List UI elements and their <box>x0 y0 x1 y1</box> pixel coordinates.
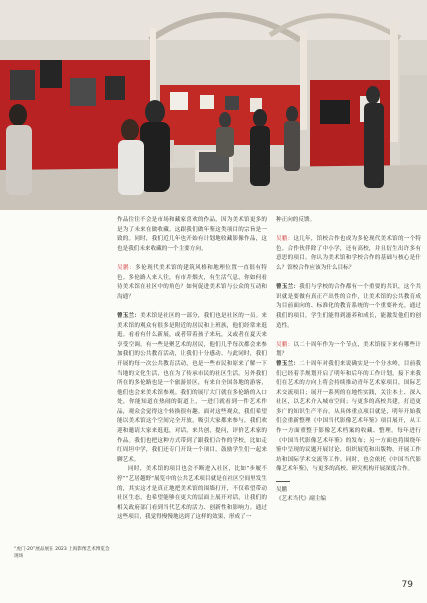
question-paragraph <box>276 341 421 360</box>
gallery-scene-image <box>0 0 427 210</box>
photo-caption <box>14 546 114 560</box>
interviewer-label: 吴鹏： <box>276 236 294 243</box>
question-paragraph <box>117 264 267 302</box>
paragraph: 种正向的反馈。 <box>276 217 316 223</box>
author-title: 《艺术当代》副主编 <box>276 496 326 503</box>
page-number: 79 <box>401 580 413 590</box>
interviewee-label: 曾玉兰： <box>276 360 300 367</box>
text-column-right <box>276 216 421 504</box>
question-paragraph <box>276 235 421 273</box>
answer-paragraph <box>276 360 421 475</box>
answer-paragraph <box>276 283 421 331</box>
signature-divider <box>276 481 290 482</box>
answer-text: 美术馆是社区的一部分，我们也是社区的一员。来美术馆的观众有很多是附近的居民和上班族，他们经常来逛逛。看看有什么新展，或者带着孩子来玩，又或者在夏天来享受空调。有一些是聚艺术的居民，他们几乎每次都会来参加我们的公共教育活动，让我们十分感动。与此同时，我们开展的每一次公共教育活动，也是一些市民和原来了解一下当地的文化生活，也在为了传承市民的社区生活。另外我们所在的多伦路也是一个旅游景区，有来自全国各地的游客，他们也会来美术馆参观。我们的展厅大门就在多伦路的入口处，你能知道在热闹的街道上，一进门就看到一件艺术作品，观众会觉得这个转换很有趣。面对这些观众，我们希望能以美术馆这个空间完全开放，吸引大家都来参与，我们欢迎和邀请大家来逛逛，对话，来共创，提问，评价艺术家的作品。我们也把这种方式带到了跟我们合作的学校，比如走红周坦中学，我们还专门开设一个项目，鼓励学生们一起来聊艺术。 <box>117 312 267 463</box>
author-name: 吴鹏 <box>276 487 288 494</box>
interviewee-label: 曾玉兰： <box>117 312 141 319</box>
signature-block <box>276 486 421 504</box>
answer-text: 我们与学校的合作都有一个重要的共识，这个共识就是要做有真正产出性的合作，让美术馆的公共教育成为目前面向的、标准化的教育系统的一个重要补充。通过我们的项目，学生们能得到滋养和成长，能激发他们的创造性。 <box>276 284 421 329</box>
exhibition-photo <box>0 0 427 210</box>
caption-text: “虎门·20”展品展在 2023 上海影像艺术博览会现场 <box>14 547 110 559</box>
question-text: 多伦现代美术馆的建筑风格和地理位置一直很有特色。多伦路人来人往，有市井烟火，有生活气息，你如何看待美术馆在社区中的角色？如何促进美术馆与公众的互动和沟通？ <box>117 264 267 300</box>
text-column-left <box>117 216 267 523</box>
question-text: 这几年，馆校合作也成为多伦现代美术馆的一个特色。合作伙伴除了中小学，还有高校，并且衍生出许多有意思的项目。你认为美术馆和学校合作的基础与核心是什么？馆校合作应该为什么目标？ <box>276 236 421 271</box>
question-text: 以二十周年作为一个节点，美术馆接下来有哪些计划？ <box>276 341 421 358</box>
answer-paragraph <box>117 312 267 466</box>
interviewer-label: 吴鹏： <box>276 341 294 348</box>
interviewee-label: 曾玉兰： <box>276 284 300 291</box>
paragraph: 同时，美术馆的项目也会不断进入社区，比如“步履不停”“艺居越野”展览中的公共艺术项目就是在社区空间里发生的，其实这才是真正地把美术馆的围墙打开，不仅希望带动社区生态，也希望能够在更大的层面上展开对话，让我们的相关政府部门看到当代艺术的活力、创新性和影响力。通过这些项目，我觉得慢慢地达到了这样的效果，形成了一 <box>117 466 267 521</box>
answer-text: 二十周年对我们来说确实是一个分水岭，目前我们已经着手规划开启了明年和后年的工作计划，接下来我们在艺术的方向上将会持续推动青年艺术家项目，国际艺术交流项目；展开一系列的在地性实践，关注本土、深入社区，以艺术介入城市空间；与更多的高校共建，打造更多广的知识生产平台。从具体重点项目就是，明年开始我们会重新整理《中国当代影像艺术年鉴》项目展开，从工作一方面重整于影像艺术档案的收藏、整理，每年进行《中国当代影像艺术年鉴》的发布；另一方面也将围绕年鉴中呈现的议题开展讨论，组织展览和出版物，开展工作坊和国际学术交流等工作。同时，也会依托《中国当代影像艺术年鉴》，与更多的高校、研究机构开展深度合作。 <box>276 360 421 473</box>
paragraph: 作品往往不会是市场和藏家喜欢的作品，因为美术馆更多的是为了未来在做收藏。这跟我们做年鉴这类项目的宗旨是一致的。同时，我们近几年也开始有计划地收藏影像作品，这也是我们未来收藏的一个主要方向。 <box>117 217 267 252</box>
interviewer-label: 吴鹏： <box>117 264 136 271</box>
